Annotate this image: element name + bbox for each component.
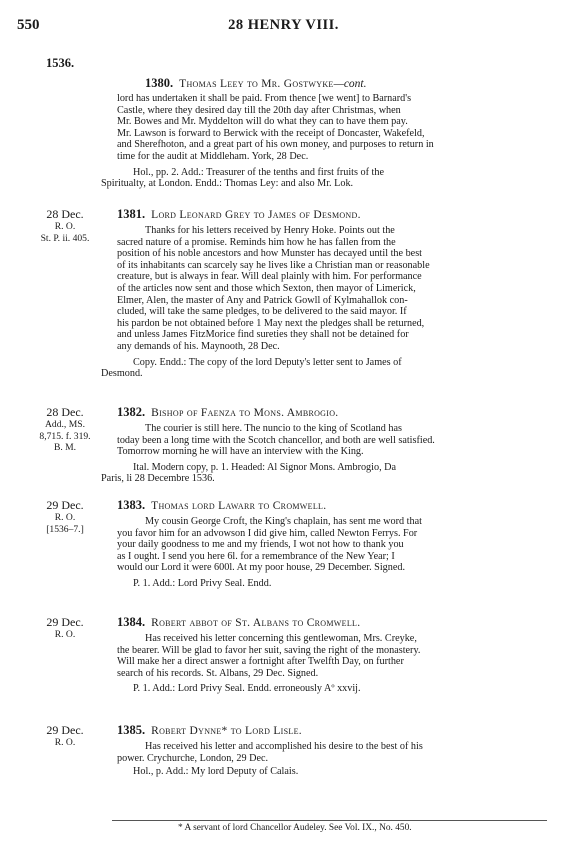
entry-text	[117, 423, 547, 458]
meta-line: P. 1. Add.: Lord Privy Seal. Endd. erroneously Aº xxvij.	[133, 683, 361, 695]
text-line: Thanks for his letters received by Henry Hoke. Points out the	[145, 225, 395, 236]
entry-title: Thomas lord Lawarr to Cromwell.	[151, 500, 327, 512]
text-line: as I ought. I send you here 6l. for a remembrance of the New Year; I	[117, 550, 395, 562]
entry-title: Lord Leonard Grey to James of Desmond.	[151, 209, 361, 221]
meta-line: Ital. Modern copy, p. 1. Headed: Al Signor Mons. Ambrogio, Da	[133, 461, 397, 473]
entry-sidenote	[20, 406, 110, 454]
text-line: any demands of his. Maynooth, 28 Dec.	[117, 340, 280, 352]
entry-description	[117, 578, 547, 590]
text-line: you favor him for an advowson I did give him, called Newton Ferrys. For	[117, 527, 418, 539]
entry-heading	[117, 616, 547, 630]
text-line: Mr. Bowes and Mr. Myddelton will do what they can to have them pay.	[117, 116, 408, 128]
entry-heading	[117, 724, 547, 738]
page-number: 550	[17, 17, 40, 33]
entry-reference: R. O.	[54, 221, 76, 232]
entry-sidenote	[20, 499, 110, 535]
entry-description	[101, 356, 547, 380]
entry-date: 29 Dec.	[46, 723, 84, 737]
text-line: lord has undertaken it shall be paid. From thence [we went] to Barnard's	[117, 93, 412, 104]
meta-line: Hol., p. Add.: My lord Deputy of Calais.	[133, 766, 299, 778]
text-line: creature, but is always in fear. Will deal plainly with him. For performance	[117, 271, 422, 283]
entry-reference: 8,715. f. 319.	[39, 430, 91, 442]
meta-line: P. 1. Add.: Lord Privy Seal. Endd.	[133, 577, 272, 589]
entry-number: 1383.	[117, 498, 146, 512]
entry-title: Thomas Leey to Mr. Gostwyke	[179, 78, 334, 90]
text-line: Castle, where they desired day till the 20th day after Christmas, when	[117, 104, 401, 116]
text-line: Tomorrow morning he will have an interview with the King.	[117, 446, 364, 458]
text-line: search of his records. St. Albans, 29 Dec. Signed.	[117, 667, 319, 679]
entry-heading	[117, 406, 547, 420]
entry-description	[101, 461, 547, 485]
entry-description	[117, 766, 547, 778]
text-line: your daily goodness to me and my friends, I wot not how to thank you	[117, 539, 404, 551]
entry-title: Robert abbot of St. Albans to Cromwell.	[151, 617, 361, 629]
text-line: and unless James FitzMorice find sureties they shall not be detained for	[117, 329, 409, 341]
entry-date: 28 Dec.	[46, 207, 84, 221]
entry-text	[117, 225, 547, 353]
text-line: power. Crychurche, London, 29 Dec.	[117, 752, 269, 764]
text-line: his pardon be not obtained before 1 May next the pledges shall be returned,	[117, 317, 425, 329]
entry-description	[117, 683, 547, 695]
meta-line: Desmond.	[101, 368, 143, 380]
entry-number: 1384.	[117, 615, 146, 629]
text-line: Has received his letter concerning this gentlewoman, Mrs. Creyke,	[145, 633, 417, 644]
page-header	[0, 17, 567, 40]
text-line: Has received his letter and accomplished his desire to the best of his	[145, 741, 423, 752]
meta-line: Copy. Endd.: The copy of the lord Deputy's letter sent to James of	[133, 356, 402, 368]
entry-sidenote	[20, 724, 110, 749]
entry-number: 1385.	[117, 723, 146, 737]
meta-line: Spiritualty, at London. Endd.: Thomas Ley: and also Mr. Lok.	[101, 178, 354, 190]
meta-line: Paris, li 28 Decembre 1536.	[101, 473, 215, 485]
entry-date: 29 Dec.	[46, 498, 84, 512]
entry-reference: Add., MS.	[45, 419, 85, 430]
entry-number: 1382.	[117, 405, 146, 419]
entry-sidenote	[20, 208, 110, 244]
entry-title: Bishop of Faenza to Mons. Ambrogio.	[151, 407, 339, 419]
entry-sidenote	[20, 616, 110, 641]
entry-text	[117, 516, 547, 574]
year-heading: 1536.	[46, 56, 75, 70]
text-line: My cousin George Croft, the King's chaplain, has sent me word that	[145, 516, 422, 527]
entry-number: 1381.	[117, 207, 146, 221]
text-line: the bearer. Will be glad to favor her suit, saving the right of the monastery.	[117, 644, 421, 656]
entry-text	[117, 741, 547, 764]
entry-reference: R. O.	[54, 629, 76, 640]
text-line: of the articles now sent and those which Sexton, then mayor of Limerick,	[117, 282, 416, 294]
entry-reference: [1536–7.]	[46, 523, 84, 535]
text-line: sacred nature of a promise. Reminds him how he has fallen from the	[117, 236, 396, 248]
text-line: cluded, will take the same pledges, to be delivered to the said mayor. If	[117, 306, 407, 318]
entry-description	[101, 166, 547, 190]
entry-title-suffix: —cont.	[333, 78, 367, 90]
entry-reference: R. O.	[54, 512, 76, 523]
text-line: Elmer, Alen, the master of Any and Patrick Gowll of Kylmahallok con-	[117, 294, 408, 306]
entry-heading	[117, 499, 547, 513]
entry-reference: R. O.	[54, 737, 76, 748]
entry-text	[117, 633, 547, 679]
footnote-rule	[112, 820, 547, 821]
entry-heading	[117, 208, 547, 222]
text-line: and Sherefhoton, and a great part of his own money, and purposes to return in	[117, 139, 434, 151]
text-line: The courier is still here. The nuncio to the king of Scotland has	[145, 423, 402, 434]
meta-line: Hol., pp. 2. Add.: Treasurer of the tenths and first fruits of the	[133, 166, 384, 178]
entry-title: Robert Dynne* to Lord Lisle.	[151, 725, 302, 737]
entry-text	[117, 93, 547, 163]
entry-heading	[117, 77, 547, 91]
text-line: would our Lord it were 600l. At my poor house, 29 December. Signed.	[117, 562, 406, 574]
text-line: position of his noble ancestors and how Munster has decayed until the best	[117, 248, 422, 260]
text-line: of its inhabitants can scarcely say he lives like a Christian man or reasonable	[117, 259, 430, 271]
entry-date: 28 Dec.	[46, 405, 84, 419]
text-line: today been a long time with the Scotch chancellor, and both are well satisfied.	[117, 434, 435, 446]
entry-number: 1380.	[145, 76, 174, 90]
text-line: Mr. Lawson is forward to Berwick with the receipt of Doncaster, Wakefeld,	[117, 127, 425, 139]
entry-reference: St. P. ii. 405.	[40, 232, 90, 244]
entry-reference: B. M.	[53, 442, 77, 453]
text-line: Will make her a direct answer a fortnight after Twelfth Day, on further	[117, 656, 404, 668]
text-line: time for the audit at Middleham. York, 28 Dec.	[117, 150, 309, 162]
entry-date: 29 Dec.	[46, 615, 84, 629]
running-title: 28 HENRY VIII.	[228, 17, 339, 33]
footnote: * A servant of lord Chancellor Audeley. See Vol. IX., No. 450.	[178, 823, 412, 833]
